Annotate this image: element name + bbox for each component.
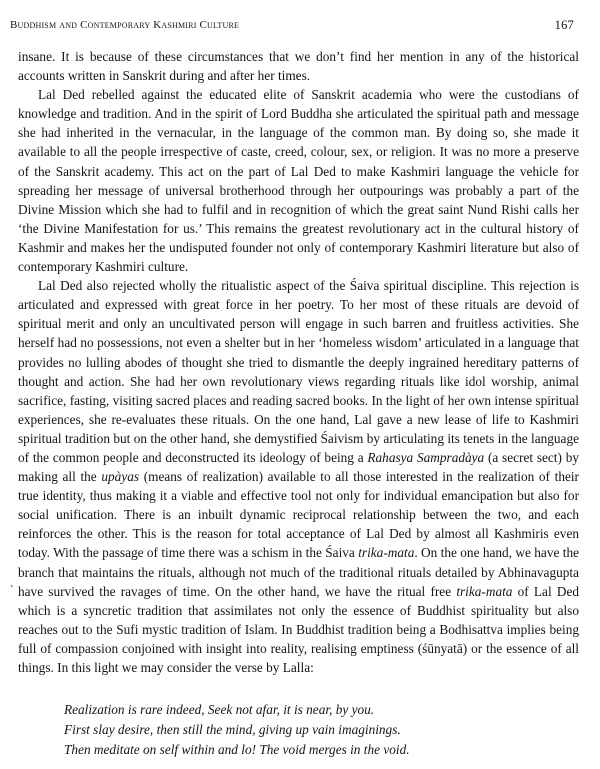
paragraph-text-segment: (means of realization) available to all those interested in the realization of their true identity, thus making it a viable and effective tool not only for individual emancipation but also for social unification. There is an inbuilt dynamic reciprocal relationship between the two, and each reinforces the other. This is the reason for total acceptance of Lal Ded by almost all Kashmiris even today. With the passage of time there was a schism in the Śaiva — [18, 469, 579, 561]
margin-mark: ’ — [10, 584, 14, 595]
running-title: Buddhism and Contemporary Kashmiri Culture — [10, 19, 240, 31]
paragraph-text-segment: of Lal Ded which is a syncretic tradition that assimilates not only the essence of Buddhist spirituality but also reaches out to the Sufi mystic tradition of Islam. In Buddhist tradition being a Bodhisattva implies being full of compassion conjoined with insight into reality, realising emptiness (śūnyatā) or the essence of all things. In this light we may consider the verse by Lalla: — [18, 583, 579, 675]
verse-block — [64, 700, 410, 760]
term-trika-mata: trika-mata — [456, 583, 513, 599]
paragraph-text-segment: (a secret sect) by making all the — [18, 449, 579, 485]
paragraph-lal-ded-rebelled: Lal Ded rebelled against the educated elite of Sanskrit academia who were the custodians of knowledge and tradition. And in the spirit of Lord Buddha she articulated the spiritual path and message she had inherited in the vernacular, in the language of the common man. By doing so, she made it available to all the people irrespective of caste, creed, colour, sex, or religion. It was no more a preserve of the Sanskrit academy. This act on the part of Lal Ded to make Kashmiri language the vehicle for spreading her message of universal brotherhood through her outpourings was probably a part of the Divine Mission which she had to fulfil and in recognition of which the great saint Nund Rishi calls her ‘the Divine Manifestation for us.’ This remains the greatest revolutionary act in the cultural history of Kashmir and makes her the undisputed founder not only of contemporary Kashmiri literature but also of contemporary Kashmiri culture. — [18, 87, 579, 275]
term-upayas: upàyas — [101, 469, 140, 485]
paragraph-continued: insane. It is because of these circumstances that we don’t find her mention in any of the historical accounts written in Sanskrit during and after her times. — [18, 49, 579, 84]
paragraph-rituals-rejected — [18, 276, 579, 677]
term-rahasya-sampradaya: Rahasya Sampradàya — [367, 449, 485, 465]
verse-line: Realization is rare indeed, Seek not afar, it is near, by you. — [64, 702, 375, 717]
page-number: 167 — [554, 18, 574, 32]
term-trika-mata: trika-mata — [358, 545, 415, 561]
verse-line: First slay desire, then still the mind, giving up vain imaginings. — [64, 722, 401, 737]
running-head — [10, 19, 574, 35]
paragraph-text-segment: Lal Ded also rejected wholly the ritualistic aspect of the Śaiva spiritual discipline. This rejection is articulated and expressed with great force in her poetry. To her most of these rituals are devoid of spiritual merit and only an uncultivated person will engage in such barren and fruitless activities. She herself had no possessions, not even a shelter but in her ‘homeless wisdom’ articulated in a language that provides no lulling abodes of thought she tried to dismantle the deeply ingrained hereditary patterns of thought and action. She had her own revolutionary views regarding rituals like idol worship, animal sacrifice, fasting, visiting sacred places and reading sacred books. In the light of her own intense spiritual experiences, she re-evaluates these rituals. On the one hand, Lal gave a new lease of life to Kashmiri spiritual tradition but on the other hand, she demystified Śaivism by articulating its tenets in the language of the common people and deconstructed its ideology of being a — [18, 278, 579, 465]
verse-line: Then meditate on self within and lo! The void merges in the void. — [64, 742, 410, 757]
paragraph-text-segment: . On the one hand, we have the branch that maintains the rituals, although not much of the traditional rituals detailed by Abhinavagupta have survived the ravages of time. On the other hand, we have the ritual free — [18, 545, 579, 599]
body-text — [18, 47, 579, 677]
